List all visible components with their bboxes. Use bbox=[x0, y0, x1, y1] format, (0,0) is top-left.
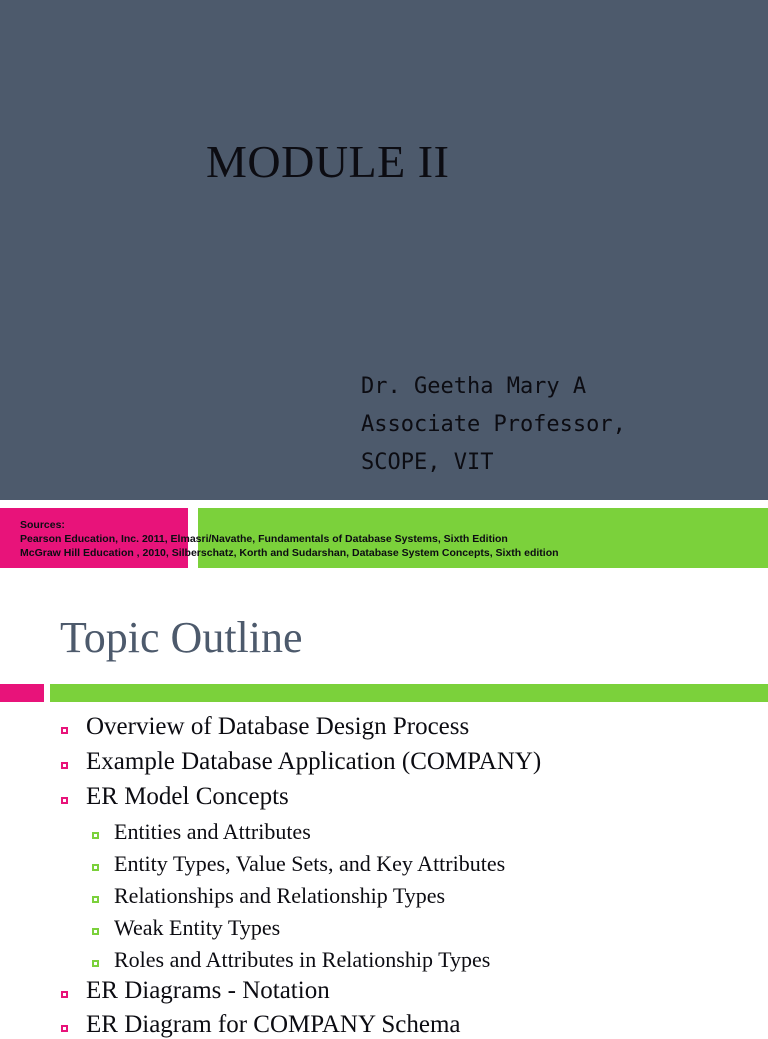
hollow-square-green-icon bbox=[92, 896, 99, 903]
outline-item: Entity Types, Value Sets, and Key Attributes bbox=[114, 851, 506, 876]
module-title: MODULE II bbox=[206, 136, 450, 187]
source-line: McGraw Hill Education , 2010, Silberschatz, Korth and Sudarshan, Database System Concepts, Sixth edition bbox=[20, 547, 559, 559]
hollow-square-green-icon bbox=[92, 832, 99, 839]
author-name: Dr. Geetha Mary A bbox=[361, 374, 587, 399]
hollow-square-green-icon bbox=[92, 864, 99, 871]
hollow-square-pink-icon bbox=[61, 727, 68, 734]
outline-slide bbox=[0, 568, 768, 1038]
outline-item: Weak Entity Types bbox=[114, 915, 281, 940]
outline-item: ER Diagram for COMPANY Schema bbox=[86, 1011, 461, 1038]
author-block bbox=[361, 368, 626, 482]
outline-item: Overview of Database Design Process bbox=[86, 713, 470, 740]
outline-list bbox=[0, 568, 768, 1038]
outline-item: ER Model Concepts bbox=[86, 783, 289, 810]
hollow-square-pink-icon bbox=[61, 797, 68, 804]
sources-label: Sources: bbox=[20, 519, 65, 531]
hollow-square-green-icon bbox=[92, 960, 99, 967]
hollow-square-pink-icon bbox=[61, 1025, 68, 1032]
sources-band bbox=[0, 508, 768, 568]
outline-item: Entities and Attributes bbox=[114, 819, 311, 844]
author-affiliation: SCOPE, VIT bbox=[361, 450, 494, 475]
hollow-square-pink-icon bbox=[61, 991, 68, 998]
hollow-square-green-icon bbox=[92, 928, 99, 935]
sources-text bbox=[20, 518, 559, 560]
author-designation: Associate Professor, bbox=[361, 412, 626, 437]
source-line: Pearson Education, Inc. 2011, Elmasri/Navathe, Fundamentals of Database Systems, Sixth Edition bbox=[20, 533, 508, 545]
outline-item: Roles and Attributes in Relationship Types bbox=[114, 947, 491, 972]
hollow-square-pink-icon bbox=[61, 762, 68, 769]
outline-item: Relationships and Relationship Types bbox=[114, 883, 446, 908]
outline-heading: Topic Outline bbox=[60, 613, 303, 662]
outline-item: Example Database Application (COMPANY) bbox=[86, 748, 542, 775]
outline-item: ER Diagrams - Notation bbox=[86, 977, 330, 1004]
